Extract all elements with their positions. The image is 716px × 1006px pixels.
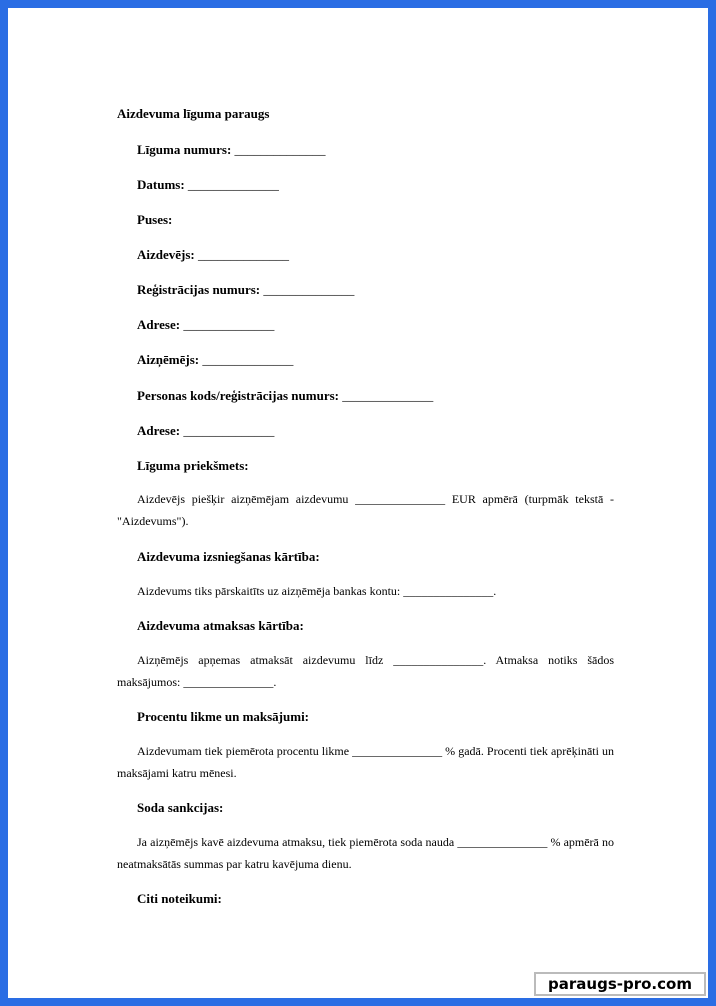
field-blank: ______________ [184, 177, 279, 192]
field-borrower-address [137, 422, 274, 440]
section-heading-other [137, 890, 222, 908]
field-label: Aizdevējs: [137, 247, 195, 262]
penalty-paragraph: Ja aizņēmējs kavē aizdevuma atmaksu, tiek piemērota soda nauda _______________ % apmērā no neatmaksātās summas par katru kavējuma dienu. [117, 835, 614, 871]
section-heading-interest [137, 708, 309, 726]
field-label: Aizņēmējs: [137, 352, 200, 367]
field-contract-number [137, 141, 326, 159]
field-blank: ______________ [180, 317, 275, 332]
field-date [137, 176, 279, 194]
site-watermark: paraugs-pro.com [534, 972, 706, 996]
interest-paragraph: Aizdevumam tiek piemērota procentu likme _______________ % gadā. Procenti tiek aprēķināti un maksājami katru mēnesi. [117, 744, 614, 780]
field-blank: ______________ [180, 423, 275, 438]
section-heading-label: Soda sankcijas: [137, 800, 224, 815]
field-lender-address [137, 316, 274, 334]
field-personal-code [137, 387, 433, 405]
section-heading-repayment [137, 617, 304, 635]
section-heading-disbursement [137, 548, 320, 566]
section-heading-label: Citi noteikumi: [137, 891, 222, 906]
field-label: Reģistrācijas numurs: [137, 282, 261, 297]
field-blank: ______________ [231, 142, 326, 157]
repayment-paragraph: Aizņēmējs apņemas atmaksāt aizdevumu līdz _______________. Atmaksa notiks šādos maksājumos: _______________. [117, 653, 614, 689]
field-label: Puses: [137, 212, 173, 227]
field-lender [137, 246, 289, 264]
field-blank: ______________ [338, 388, 434, 403]
document-page [8, 8, 708, 998]
section-heading-label: Aizdevuma atmaksas kārtība: [137, 618, 304, 633]
section-heading-label: Aizdevuma izsniegšanas kārtība: [137, 549, 320, 564]
subject-paragraph: Aizdevējs piešķir aizņēmējam aizdevumu _______________ EUR apmērā (turpmāk tekstā - "Aizdevums"). [117, 492, 614, 528]
section-heading-label: Procentu likme un maksājumi: [137, 709, 310, 724]
field-label: Līguma numurs: [137, 142, 232, 157]
document-title: Aizdevuma līguma paraugs [117, 106, 270, 121]
field-label: Līguma priekšmets: [137, 458, 249, 473]
field-parties [137, 211, 172, 229]
field-label: Personas kods/reģistrācijas numurs: [137, 388, 339, 403]
section-heading-penalty [137, 799, 223, 817]
field-label: Datums: [137, 177, 185, 192]
section-heading-subject [137, 457, 249, 475]
field-blank: ______________ [194, 247, 290, 262]
field-blank: ______________ [199, 352, 294, 367]
disbursement-paragraph: Aizdevums tiks pārskaitīts uz aizņēmēja bankas kontu: _______________. [137, 584, 497, 598]
field-label: Adrese: [137, 317, 181, 332]
field-borrower [137, 351, 293, 369]
field-blank: ______________ [260, 282, 355, 297]
field-label: Adrese: [137, 423, 181, 438]
field-registration-number [137, 281, 354, 299]
